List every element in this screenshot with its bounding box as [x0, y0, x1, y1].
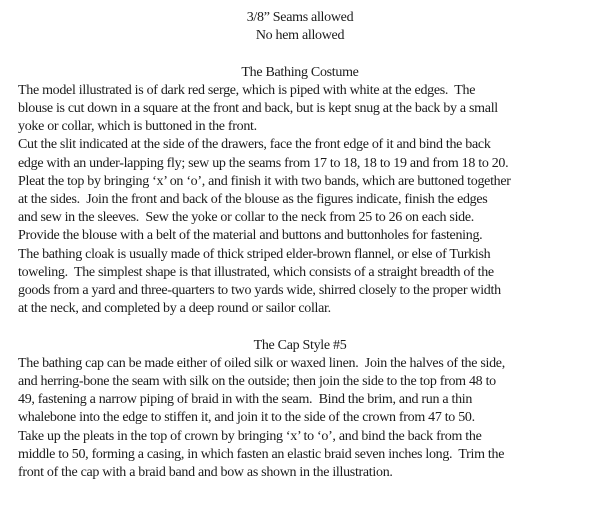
text-line: Pleat the top by bringing ‘x’ on ‘o’, and finish it with two bands, which are buttoned together — [18, 173, 511, 189]
text-line: 49, fastening a narrow piping of braid in with the seam. Bind the brim, and run a thin — [18, 392, 473, 408]
section-title: The Bathing Costume — [241, 64, 359, 80]
text-line: Cut the slit indicated at the side of the drawers, face the front edge of it and bind the back — [18, 137, 491, 153]
text-line: toweling. The simplest shape is that illustrated, which consists of a straight breadth of the — [18, 264, 494, 280]
text-line: and sew in the sleeves. Sew the yoke or collar to the neck from 25 to 26 on each side. — [18, 210, 474, 226]
text-line: The bathing cap can be made either of oiled silk or waxed linen. Join the halves of the side, — [18, 355, 505, 371]
text-line: middle to 50, forming a casing, in which fasten an elastic braid seven inches long. Trim the — [18, 446, 505, 462]
text-line: at the neck, and completed by a deep round or sailor collar. — [18, 301, 331, 317]
text-line: edge with an under-lapping fly; sew up the seams from 17 to 18, 18 to 19 and from 18 to 20. — [18, 155, 509, 171]
text-line: whalebone into the edge to stiffen it, and join it to the side of the crown from 47 to 50. — [18, 410, 475, 426]
text-line: front of the cap with a braid band and bow as shown in the illustration. — [18, 465, 393, 481]
text-line: goods from a yard and three-quarters to two yards wide, shirred closely to the proper width — [18, 283, 501, 299]
text-line: and herring-bone the seam with silk on the outside; then join the side to the top from 48 to — [18, 374, 496, 390]
text-line: The bathing cloak is usually made of thick striped elder-brown flannel, or else of Turkish — [18, 246, 491, 262]
hem-allowance-note: No hem allowed — [255, 28, 345, 44]
section-title: The Cap Style #5 — [253, 337, 347, 353]
text-line: at the sides. Join the front and back of the blouse as the figures indicate, finish the edges — [18, 192, 488, 208]
text-line: Provide the blouse with a belt of the material and buttons and buttonholes for fastening. — [18, 228, 483, 244]
document-sections — [18, 64, 582, 483]
text-line: blouse is cut down in a square at the front and back, but is kept snug at the back by a small — [18, 101, 498, 116]
text-line: yoke or collar, which is buttoned in the front. — [18, 119, 257, 135]
text-line: Take up the pleats in the top of crown by bringing ‘x’ to ‘o’, and bind the back from the — [18, 428, 482, 444]
seam-allowance-note: 3/8” Seams allowed — [246, 10, 354, 25]
text-line: The model illustrated is of dark red serge, which is piped with white at the edges. The — [18, 82, 476, 98]
